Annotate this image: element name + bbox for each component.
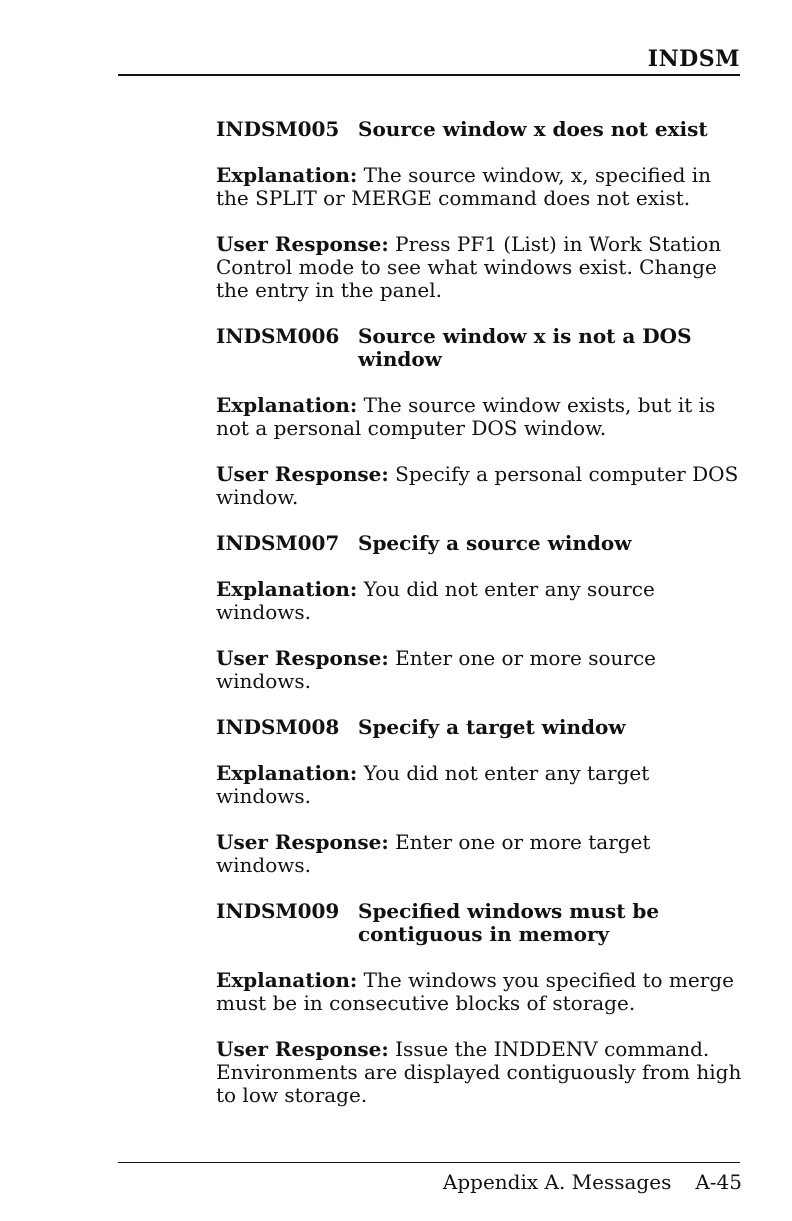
explanation-text: The windows you specified to merge must be in consecutive blocks of storage. xyxy=(216,968,734,1015)
messages-list xyxy=(216,118,746,1130)
response-label: User Response: xyxy=(216,830,389,854)
explanation-label: Explanation: xyxy=(216,761,358,785)
response-label: User Response: xyxy=(216,646,389,670)
response-label: User Response: xyxy=(216,462,389,486)
explanation-text: You did not enter any source windows. xyxy=(216,577,655,624)
message-title: Specify a source window xyxy=(358,531,632,555)
explanation-label: Explanation: xyxy=(216,577,358,601)
response-label: User Response: xyxy=(216,232,389,256)
explanation-text: The source window exists, but it is not a personal computer DOS window. xyxy=(216,393,716,440)
explanation-paragraph xyxy=(216,969,746,1015)
explanation-paragraph xyxy=(216,578,746,624)
explanation-label: Explanation: xyxy=(216,968,358,992)
response-text: Press PF1 (List) in Work Station Control mode to see what windows exist. Change the entry in the panel. xyxy=(216,232,722,302)
message-heading xyxy=(216,118,746,141)
response-text: Enter one or more source windows. xyxy=(216,646,657,693)
message-entry xyxy=(216,325,746,509)
explanation-text: The source window, x, specified in the SPLIT or MERGE command does not exist. xyxy=(216,163,712,210)
header-rule xyxy=(118,74,740,76)
response-paragraph xyxy=(216,233,746,302)
explanation-paragraph xyxy=(216,762,746,808)
explanation-paragraph xyxy=(216,164,746,210)
message-title: Specify a target window xyxy=(358,715,626,739)
message-title: Source window x is not a DOS window xyxy=(358,324,692,371)
page-number: A-45 xyxy=(695,1170,742,1194)
message-entry xyxy=(216,118,746,302)
response-text: Enter one or more target windows. xyxy=(216,830,651,877)
response-text: Issue the INDDENV command. Environments are displayed contiguously from high to low storage. xyxy=(216,1037,742,1107)
explanation-label: Explanation: xyxy=(216,163,358,187)
explanation-text: You did not enter any target windows. xyxy=(216,761,650,808)
response-text: Specify a personal computer DOS window. xyxy=(216,462,739,509)
footer-section: Appendix A. Messages xyxy=(442,1170,672,1194)
message-id: INDSM006 xyxy=(216,324,340,348)
response-paragraph xyxy=(216,463,746,509)
message-entry xyxy=(216,716,746,877)
message-heading xyxy=(216,900,746,946)
response-paragraph xyxy=(216,647,746,693)
message-id: INDSM007 xyxy=(216,531,340,555)
response-label: User Response: xyxy=(216,1037,389,1061)
message-entry xyxy=(216,900,746,1107)
message-entry xyxy=(216,532,746,693)
message-id: INDSM008 xyxy=(216,715,340,739)
message-heading xyxy=(216,532,746,555)
message-title: Specified windows must be contiguous in memory xyxy=(358,899,660,946)
footer-rule xyxy=(118,1162,740,1163)
message-id: INDSM009 xyxy=(216,899,340,923)
message-id: INDSM005 xyxy=(216,117,340,141)
explanation-paragraph xyxy=(216,394,746,440)
page-footer xyxy=(443,1170,742,1194)
message-title: Source window x does not exist xyxy=(358,117,708,141)
message-heading xyxy=(216,325,746,371)
response-paragraph xyxy=(216,831,746,877)
message-heading xyxy=(216,716,746,739)
explanation-label: Explanation: xyxy=(216,393,358,417)
response-paragraph xyxy=(216,1038,746,1107)
running-header: INDSM xyxy=(647,46,740,72)
